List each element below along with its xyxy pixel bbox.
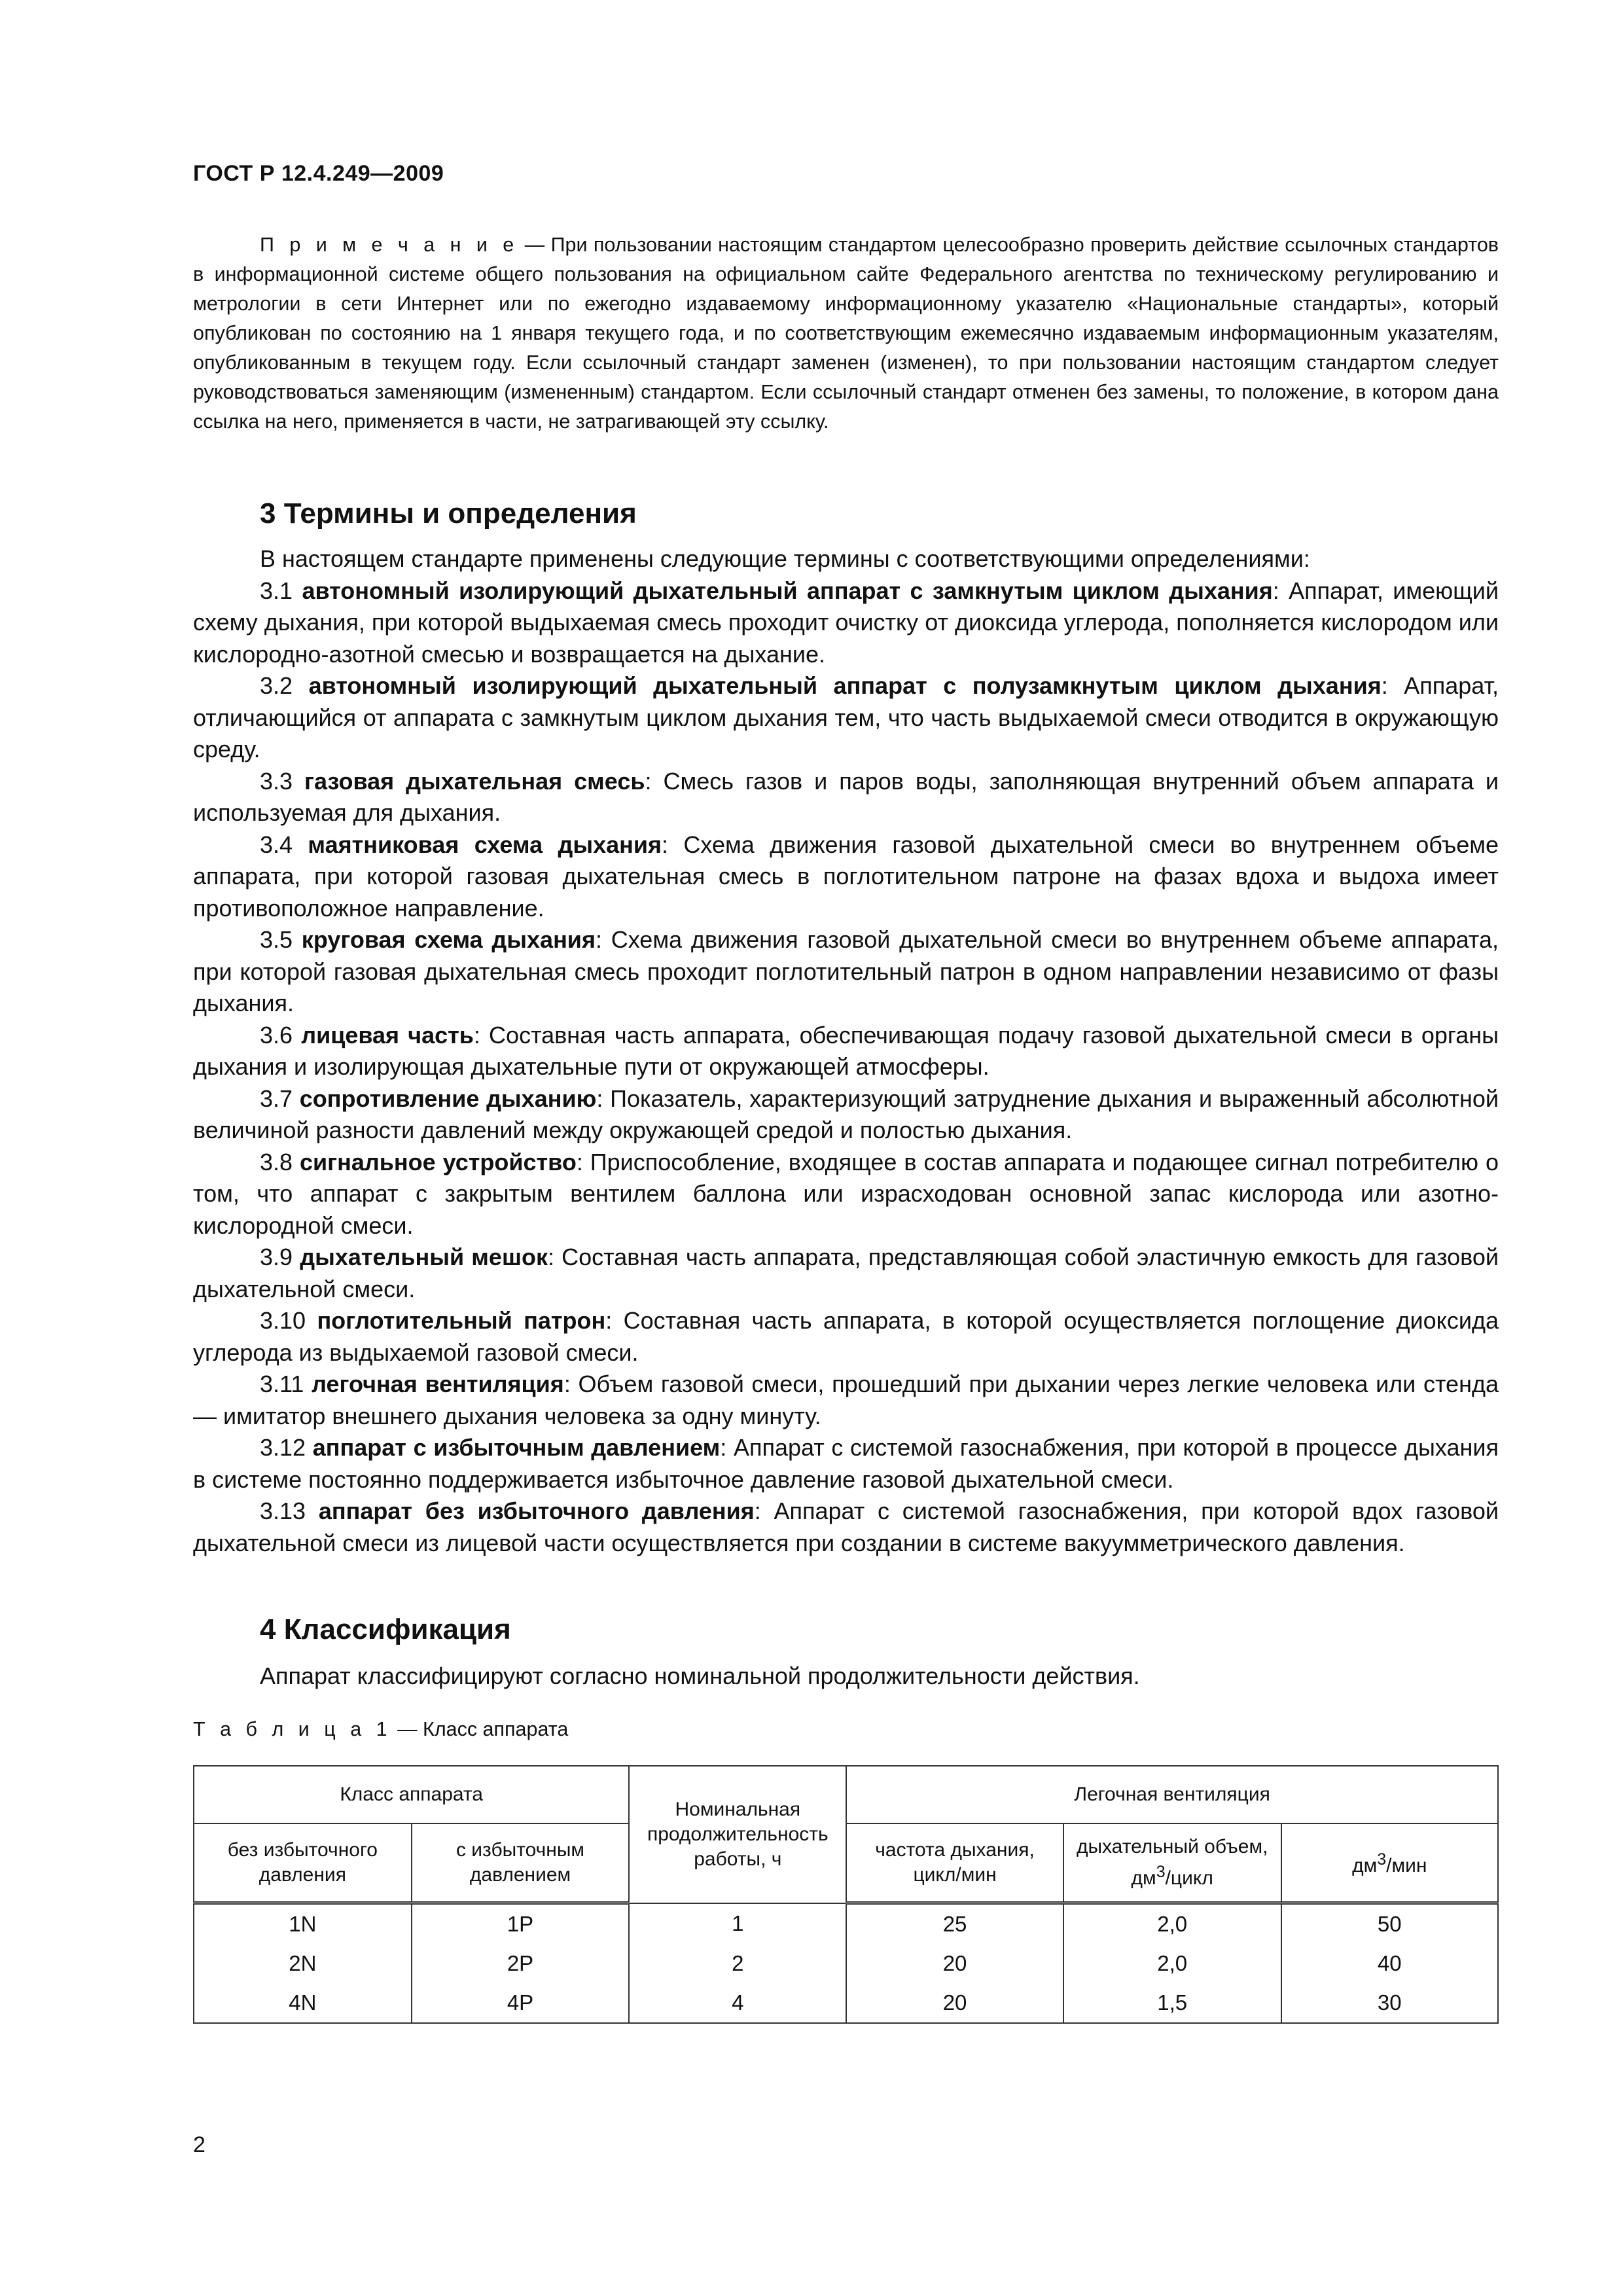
term-name: лицевая часть [301, 1021, 474, 1049]
section-4-intro: Аппарат классифицируют согласно номинальной продолжительности действия. [260, 1662, 1140, 1689]
term-definition [193, 924, 1499, 1020]
term-definition [193, 1305, 1499, 1369]
table-row [194, 1944, 1498, 1983]
table-cell: 1,5 [1063, 1983, 1281, 2023]
page-number: 2 [193, 2132, 205, 2157]
term-number: 3.2 [260, 672, 309, 699]
term-name: поглотительный патрон [317, 1307, 606, 1334]
term-definition [193, 766, 1499, 829]
term-definition [193, 1369, 1499, 1432]
term-definition [193, 829, 1499, 925]
table-cell: 1 [629, 1903, 846, 1945]
table-cell: 25 [846, 1903, 1063, 1945]
header-no-pressure: без избыточного давления [194, 1823, 412, 1903]
header-volume: дыхательный объем, $дм^3$/цикл [1063, 1823, 1281, 1903]
term-text: : Аппарат с системой газоснабжения, при которой вдох газовой дыхательной смеси из лицевой части осуществляется при создании в системе вакуумметрического давления. [193, 1498, 1499, 1556]
header-rate: $дм^3$/мин [1281, 1823, 1498, 1903]
table-cell: 2N [194, 1944, 412, 1983]
term-number: 3.7 [260, 1085, 300, 1112]
term-name: легочная вентиляция [312, 1371, 564, 1397]
table-cell: 20 [846, 1983, 1063, 2023]
table-cell: 1P [412, 1903, 630, 1945]
term-text: : Показатель, характеризующий затруднение дыхания и выраженный абсолютной величиной разности давлений между окружающей средой и полостью дыхания. [193, 1085, 1499, 1143]
note-label: П р и м е ч а н и е [260, 234, 519, 256]
term-number: 3.6 [260, 1021, 302, 1049]
term-text: : Смесь газов и паров воды, заполняющая внутренний объем аппарата и используемая для дыхания. [193, 767, 1499, 826]
table-cell: 2 [629, 1944, 846, 1983]
term-definition [193, 1020, 1499, 1083]
term-name: аппарат с избыточным давлением [312, 1434, 721, 1461]
term-name: сопротивление дыханию [299, 1085, 597, 1112]
table-body [194, 1903, 1498, 2024]
term-definition [193, 1432, 1499, 1496]
section-4-title: 4 Классификация [260, 1613, 511, 1645]
header-ventilation: Легочная вентиляция [846, 1766, 1498, 1823]
note-text: — При пользовании настоящим стандартом целесообразно проверить действие ссылочных стандартов в информационной системе общего пользования на официальном сайте Федерального агентства по техническому регулированию и метрологии в сети Интернет или по ежегодно издаваемому информационному указателю «Национальные стандарты», который опубликован по состоянию на 1 января текущего года, и по соответствующим ежемесячно издаваемым информационным указателям, опубликованным в текущем году. Если ссылочный стандарт заменен (изменен), то при пользовании настоящим стандартом следует руководствоваться заменяющим (измененным) стандартом. Если ссылочный стандарт отменен без замены, то положение, в котором дана ссылка на него, применяется в части, не затрагивающей эту ссылку. [193, 234, 1499, 433]
table-row [194, 1983, 1498, 2023]
term-definition [193, 1147, 1499, 1242]
term-number: 3.12 [260, 1434, 313, 1461]
term-name: маятниковая схема дыхания [308, 831, 662, 858]
section-3-intro: В настоящем стандарте применены следующие термины с соответствующими определениями: [260, 545, 1310, 572]
term-text: : Объем газовой смеси, прошедший при дыхании через легкие человека или стенда — имитатор внешнего дыхания человека за одну минуту. [193, 1371, 1499, 1429]
standard-code: ГОСТ Р 12.4.249—2009 [193, 161, 444, 186]
note-block [193, 230, 1499, 437]
header-class: Класс аппарата [194, 1766, 629, 1823]
section-3-title: 3 Термины и определения [260, 497, 637, 529]
term-text: : Составная часть аппарата, обеспечивающая подачу газовой дыхательной смеси в органы дыхания и изолирующая дыхательные пути от окружающей атмосферы. [193, 1021, 1499, 1080]
table-cell: 40 [1281, 1944, 1498, 1983]
term-text: : Схема движения газовой дыхательной смеси во внутреннем объеме аппарата, при которой газовая дыхательная смесь проходит поглотительный патрон в одном направлении независимо от фазы дыхания. [193, 926, 1499, 1016]
term-number: 3.8 [260, 1148, 300, 1175]
header-frequency: частота дыхания, цикл/мин [846, 1823, 1063, 1903]
header-duration: Номинальная продолжительность работы, ч [629, 1766, 846, 1903]
table-cell: 2P [412, 1944, 630, 1983]
term-number: 3.3 [260, 767, 305, 795]
term-definition [193, 1083, 1499, 1147]
term-name: автономный изолирующий дыхательный аппарат с полузамкнутым циклом дыхания [308, 672, 1382, 699]
table-cell: 4 [629, 1983, 846, 2023]
term-number: 3.13 [260, 1498, 319, 1524]
term-definition [193, 670, 1499, 766]
term-number: 3.11 [260, 1371, 312, 1397]
term-text: : Аппарат, имеющий схему дыхания, при которой выдыхаемая смесь проходит очистку от диоксида углерода, пополняется кислородом или кислородно-азотной смесью и возвращается на дыхание. [193, 577, 1499, 668]
table-cell: 50 [1281, 1903, 1498, 1945]
term-text: : Аппарат, отличающийся от аппарата с замкнутым циклом дыхания тем, что часть выдыхаемой смеси отводится в окружающую среду. [193, 672, 1499, 762]
table-cell: 2,0 [1063, 1944, 1281, 1983]
table-cell: 1N [194, 1903, 412, 1945]
term-number: 3.4 [260, 831, 308, 858]
table-cell: 30 [1281, 1983, 1498, 2023]
table-cell: 4N [194, 1983, 412, 2023]
table-cell: 20 [846, 1944, 1063, 1983]
term-name: автономный изолирующий дыхательный аппарат с замкнутым циклом дыхания [302, 577, 1273, 604]
table-cell: 2,0 [1063, 1903, 1281, 1945]
term-definition [193, 1242, 1499, 1305]
term-number: 3.9 [260, 1244, 300, 1270]
table-caption-text: — Класс аппарата [391, 1718, 569, 1740]
class-table [193, 1765, 1499, 2024]
term-text: : Приспособление, входящее в состав аппарата и подающее сигнал потребителю о том, что аппарат с закрытым вентилем баллона или израсходован основной запас кислорода или азотно-кислородной смеси. [193, 1148, 1499, 1239]
term-definition [193, 1496, 1499, 1559]
term-number: 3.5 [260, 926, 302, 953]
table-caption-label: Т а б л и ц а 1 [193, 1718, 392, 1740]
term-name: дыхательный мешок [300, 1244, 548, 1270]
table-caption [193, 1718, 568, 1741]
term-text: : Составная часть аппарата, представляющая собой эластичную емкость для газовой дыхательной смеси. [193, 1244, 1499, 1302]
terms-body [193, 543, 1499, 1559]
term-definition [193, 575, 1499, 671]
header-with-pressure: с избыточным давлением [412, 1823, 630, 1903]
term-text: : Составная часть аппарата, в которой осуществляется поглощение диоксида углерода из выдыхаемой газовой смеси. [193, 1307, 1499, 1366]
term-name: сигнальное устройство [300, 1148, 577, 1175]
term-number: 3.10 [260, 1307, 317, 1334]
term-text: : Аппарат с системой газоснабжения, при которой в процессе дыхания в системе постоянно поддерживается избыточное давление газовой дыхательной смеси. [193, 1434, 1499, 1493]
table-row [194, 1903, 1498, 1945]
term-name: круговая схема дыхания [301, 926, 596, 953]
term-number: 3.1 [260, 577, 302, 604]
table-cell: 4P [412, 1983, 630, 2023]
term-name: газовая дыхательная смесь [304, 767, 645, 795]
note-paragraph [193, 230, 1499, 437]
section-4-body [193, 1660, 1499, 1693]
term-name: аппарат без избыточного давления [318, 1498, 755, 1524]
term-text: : Схема движения газовой дыхательной смеси во внутреннем объеме аппарата, при которой газовая дыхательная смесь в поглотительном патроне на фазах вдоха и выдоха имеет противоположное направление. [193, 831, 1499, 922]
